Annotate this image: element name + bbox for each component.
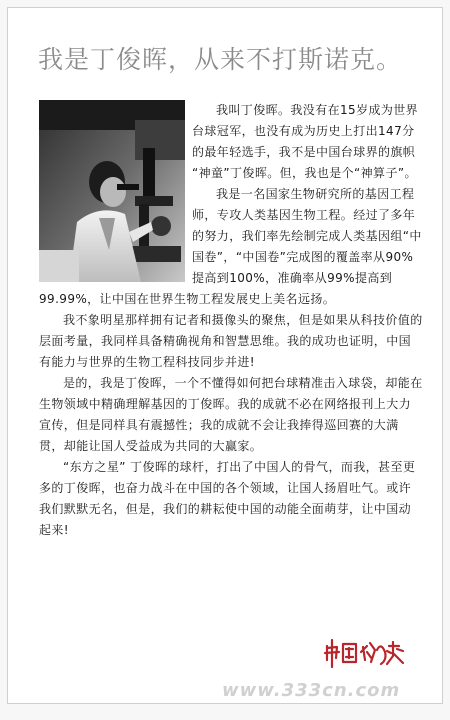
- paragraph-3: 我不象明星那样拥有记者和摄像头的聚焦，但是如果从科技价值的层面考量，我同样具备精确视角和智慧思维。我的成功也证明，中国有能力与世界的生物工程科技同步并进!: [39, 313, 423, 369]
- poster-page: [7, 7, 443, 704]
- signature-logo: [323, 636, 415, 670]
- body-text: [39, 100, 423, 541]
- paragraph-4: 是的，我是丁俊晖，一个不懂得如何把台球精准击入球袋，却能在生物领域中精确理解基因的丁俊晖。我的成就不必在网络报刊上大力宣传，但是同样具有震撼性；我的成就不会让我捧得巡回赛的大满贯，却能让国人受益成为共同的大赢家。: [39, 376, 423, 453]
- watermark: www.333cn.com: [222, 680, 401, 701]
- headline: 我是丁俊晖，从来不打斯诺克。: [38, 45, 403, 74]
- handwritten-signature: [323, 636, 415, 670]
- paragraph-1: 我叫丁俊晖。我没有在15岁成为世界台球冠军，也没有成为历史上打出147分的最年轻选手，我不是中国台球界的旗帜 “神童”丁俊晖。但，我也是个“神算子”。: [192, 103, 419, 180]
- paragraph-2: 我是一名国家生物研究所的基因工程师，专攻人类基因生物工程。经过了多年的努力，我们率先绘制完成人类基因组“中国卷”，“中国卷”完成图的覆盖率从90%提高到100%，准确率从99%提高到99.99%，让中国在世界生物工程发展史上美名远扬。: [39, 187, 422, 306]
- paragraph-5: “东方之星” 丁俊晖的球杆，打出了中国人的骨气，而我，甚至更多的丁俊晖，也奋力战斗在中国的各个领域，让国人扬眉吐气。或许我们默默无名，但是，我们的耕耘使中国的动能全面萌芽，让中国动起来!: [39, 460, 416, 537]
- photo-spacer: [39, 100, 192, 283]
